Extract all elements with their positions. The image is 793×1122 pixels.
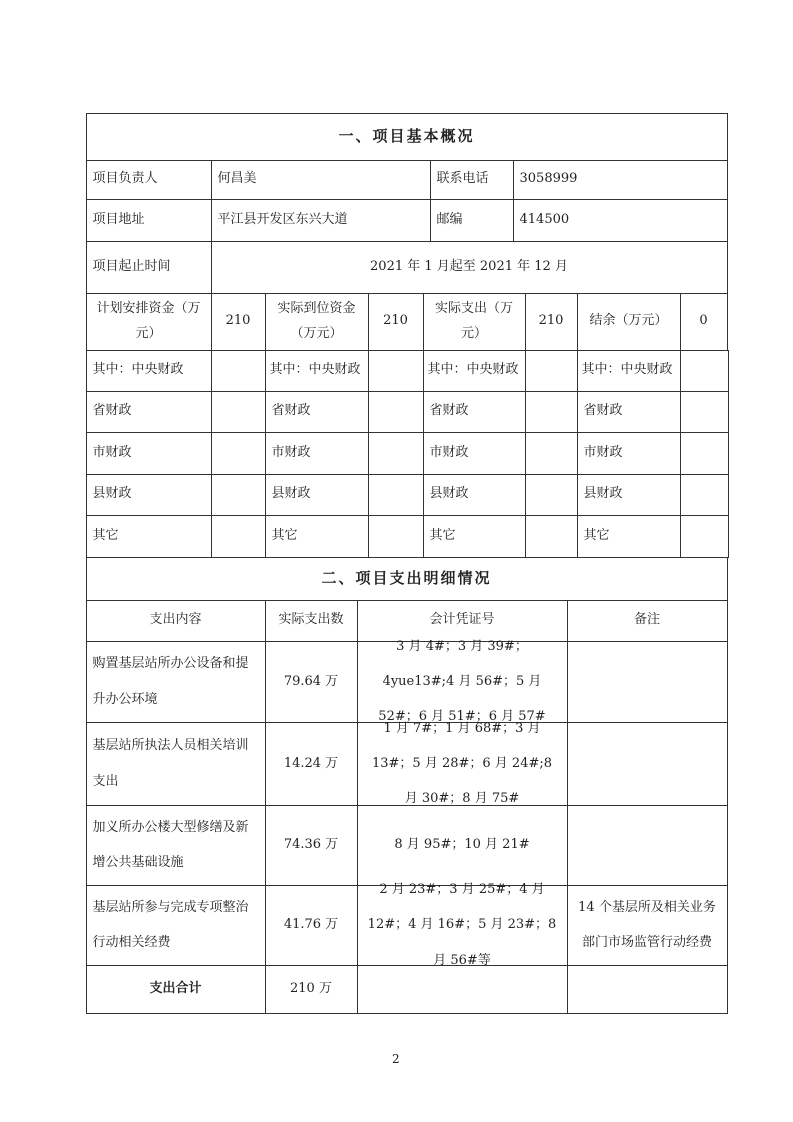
leader-label: 项目负责人: [86, 160, 212, 200]
funding-source-value: [525, 391, 578, 433]
total-label: 支出合计: [86, 965, 266, 1014]
funding-source-value: [211, 391, 266, 433]
funding-source-value: [368, 391, 424, 433]
expense-content: 基层站所执法人员相关培训支出: [86, 722, 266, 806]
total-voucher: [357, 965, 568, 1014]
funding-source-label: 市财政: [577, 432, 681, 475]
funding-source-label: 其中：中央财政: [577, 350, 681, 392]
funding-source-label: 市财政: [265, 432, 369, 475]
period-label: 项目起止时间: [86, 241, 212, 294]
page-number: 2: [392, 1052, 400, 1066]
phone-label: 联系电话: [430, 160, 514, 200]
balance-label: 结余（万元）: [577, 293, 681, 351]
funding-source-value: [368, 515, 424, 558]
funding-source-value: [680, 515, 729, 558]
expense-content: 基层站所参与完成专项整治行动相关经费: [86, 885, 266, 966]
funding-source-value: [680, 350, 729, 392]
funding-source-label: 省财政: [265, 391, 369, 433]
expense-voucher: 8 月 95#；10 月 21#: [357, 805, 568, 886]
funding-source-value: [525, 350, 578, 392]
expense-amount: 14.24 万: [265, 722, 358, 806]
expense-voucher: 3 月 4#；3 月 39#；4yue13#;4 月 56#；5 月 52#；6 月 51#；6 月 57#: [357, 641, 568, 723]
section1-title: 一、项目基本概况: [86, 113, 728, 161]
planned-label: 计划安排资金（万元）: [86, 293, 212, 351]
expense-voucher: 2 月 23#；3 月 25#；4 月 12#；4 月 16#；5 月 23#；8 月 56#等: [357, 885, 568, 966]
expense-voucher: 1 月 7#；1 月 68#；3 月 13#；5 月 28#；6 月 24#;8 月 30#；8 月 75#: [357, 722, 568, 806]
funding-source-value: [680, 432, 729, 475]
funding-source-label: 其中：中央财政: [265, 350, 369, 392]
address-value: 平江县开发区东兴大道: [211, 199, 431, 242]
funding-source-label: 省财政: [423, 391, 526, 433]
funding-source-label: 市财政: [423, 432, 526, 475]
expense-note: [567, 722, 728, 806]
funding-source-value: [368, 432, 424, 475]
funding-source-label: 省财政: [86, 391, 212, 433]
leader-value: 何昌美: [211, 160, 431, 200]
header-amount: 实际支出数: [265, 600, 358, 642]
funding-source-label: 县财政: [423, 474, 526, 516]
funding-source-value: [211, 432, 266, 475]
zip-value: 414500: [513, 199, 728, 242]
funding-source-label: 其中：中央财政: [423, 350, 526, 392]
funding-source-value: [525, 515, 578, 558]
expense-note: [567, 641, 728, 723]
expense-amount: 41.76 万: [265, 885, 358, 966]
header-content: 支出内容: [86, 600, 266, 642]
funding-source-value: [680, 474, 729, 516]
header-voucher: 会计凭证号: [357, 600, 568, 642]
funding-source-label: 市财政: [86, 432, 212, 475]
expense-amount: 79.64 万: [265, 641, 358, 723]
period-value: 2021 年 1 月起至 2021 年 12 月: [211, 241, 728, 294]
spent-value: 210: [525, 293, 578, 351]
expense-amount: 74.36 万: [265, 805, 358, 886]
header-note: 备注: [567, 600, 728, 642]
phone-value: 3058999: [513, 160, 728, 200]
expense-content: 加义所办公楼大型修缮及新增公共基础设施: [86, 805, 266, 886]
planned-value: 210: [211, 293, 266, 351]
funding-source-value: [680, 391, 729, 433]
funding-source-label: 县财政: [86, 474, 212, 516]
spent-label: 实际支出（万元）: [423, 293, 526, 351]
funding-source-label: 其它: [265, 515, 369, 558]
balance-value: 0: [680, 293, 728, 351]
funding-source-label: 其它: [577, 515, 681, 558]
funding-source-label: 县财政: [577, 474, 681, 516]
funding-source-label: 省财政: [577, 391, 681, 433]
funding-source-value: [368, 350, 424, 392]
address-label: 项目地址: [86, 199, 212, 242]
total-note: [567, 965, 728, 1014]
received-value: 210: [368, 293, 424, 351]
funding-source-value: [525, 474, 578, 516]
funding-source-value: [211, 350, 266, 392]
expense-note: 14 个基层所及相关业务部门市场监管行动经费: [567, 885, 728, 966]
funding-source-value: [525, 432, 578, 475]
expense-content: 购置基层站所办公设备和提升办公环境: [86, 641, 266, 723]
funding-source-value: [368, 474, 424, 516]
funding-source-value: [211, 515, 266, 558]
zip-label: 邮编: [430, 199, 514, 242]
section2-title: 二、项目支出明细情况: [86, 557, 728, 601]
total-value: 210 万: [265, 965, 358, 1014]
funding-source-value: [211, 474, 266, 516]
funding-source-label: 其中：中央财政: [86, 350, 212, 392]
received-label: 实际到位资金（万元）: [265, 293, 369, 351]
expense-note: [567, 805, 728, 886]
funding-source-label: 县财政: [265, 474, 369, 516]
funding-source-label: 其它: [423, 515, 526, 558]
funding-source-label: 其它: [86, 515, 212, 558]
